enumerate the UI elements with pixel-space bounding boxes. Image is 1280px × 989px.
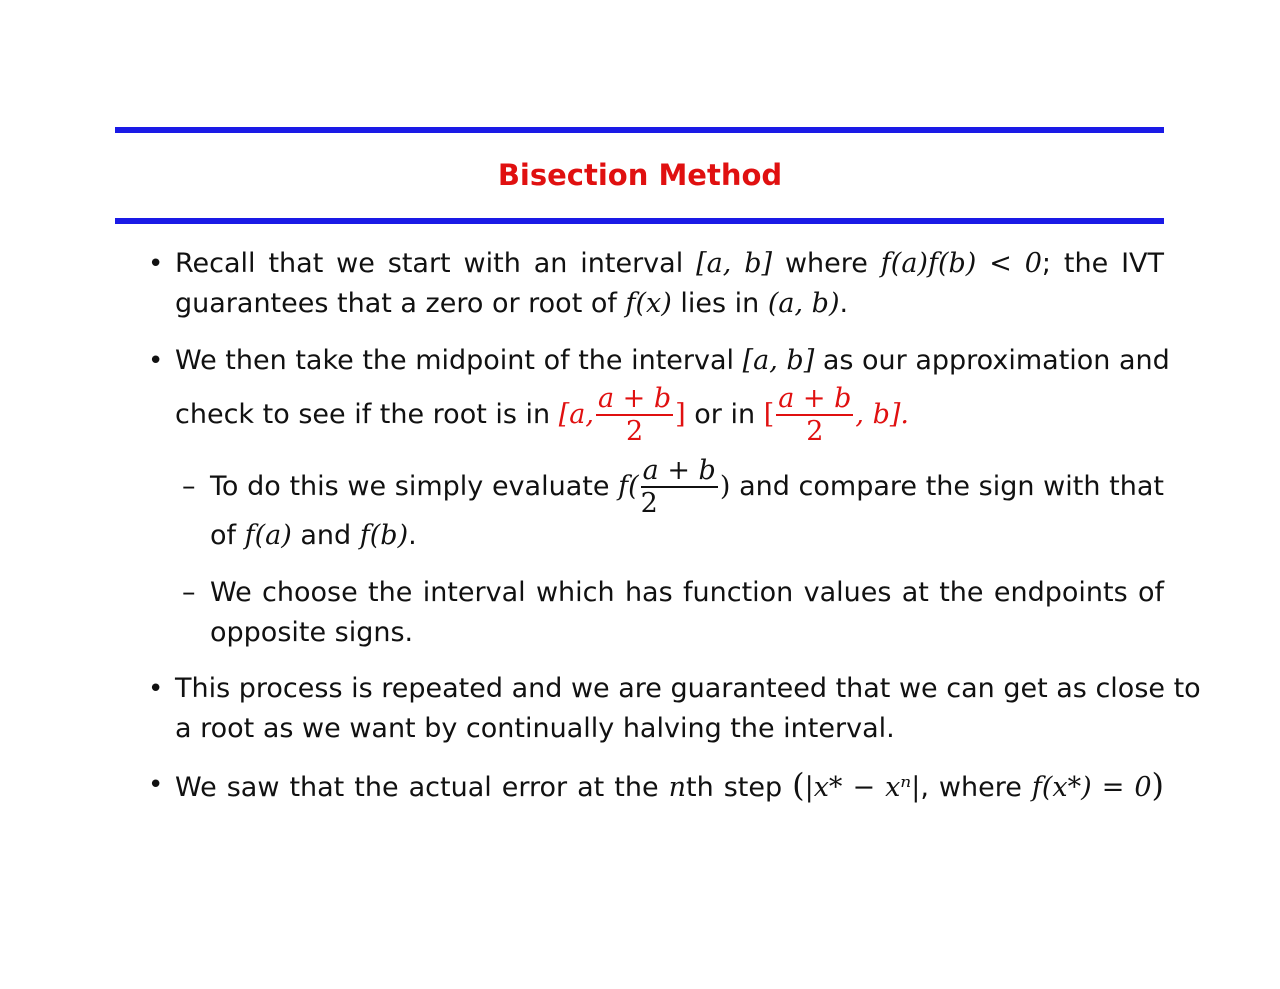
- bullet2-line1: We then take the midpoint of the interval [a, b] as our approximation and: [175, 345, 1170, 376]
- bullet-icon: •: [148, 674, 164, 704]
- bullet4-line1: We saw that the actual error at the nth step (|x* − xⁿ|, where f(x*) = 0): [175, 766, 1164, 804]
- fraction-midpoint: $\frac{a + b}{2}$: [640, 454, 716, 519]
- sub1-line1: To do this we simply evaluate f( $\frac{a + b}{2}$ ) and compare the sign with that: [210, 454, 1164, 519]
- dash-icon: –: [182, 471, 196, 502]
- sub2-line2: opposite signs.: [210, 617, 414, 648]
- top-rule: [115, 127, 1164, 133]
- bullet3-line2: a root as we want by continually halving the interval.: [175, 713, 895, 744]
- math-interval-ab: [a, b]: [742, 345, 815, 376]
- bullet2-line2: check to see if the root is in [a, $\frac{a + b}{2}$ ] or in [ $\frac{a + b}{2}$ , b].: [175, 382, 909, 447]
- bottom-rule: [115, 218, 1164, 224]
- sub1-line2: of f(a) and f(b).: [210, 520, 417, 551]
- math-n: n: [668, 772, 686, 803]
- bullet1-line2: guarantees that a zero or root of f(x) lies in (a, b).: [175, 288, 849, 319]
- math-fb: f(b): [359, 520, 409, 551]
- bullet1-line1: Recall that we start with an interval [a, b] where f(a)f(b) < 0; the IVT: [175, 248, 1165, 279]
- slide-title: Bisection Method: [497, 158, 783, 192]
- math-root-condition: f(x*) = 0: [1031, 772, 1152, 803]
- math-right-interval-close: , b].: [855, 399, 909, 430]
- bullet-icon: •: [148, 770, 164, 800]
- math-fa: f(a): [244, 520, 292, 551]
- fraction-midpoint: $\frac{a + b}{2}$: [778, 382, 852, 447]
- sub2-line1: We choose the interval which has function values at the endpoints of: [210, 577, 1164, 608]
- math-error: |x* − xⁿ|: [804, 772, 921, 803]
- math-left-interval-open: [a,: [558, 399, 594, 430]
- math-fx: f(x): [625, 288, 672, 319]
- bullet3-line1: This process is repeated and we are guaranteed that we can get as close to: [175, 673, 1201, 704]
- math-open-interval: (a, b): [767, 288, 840, 319]
- bullet-icon: •: [148, 249, 164, 279]
- bullet-icon: •: [148, 346, 164, 376]
- math-ivt-condition: f(a)f(b) < 0: [880, 248, 1042, 279]
- math-interval-ab: [a, b]: [696, 248, 773, 279]
- dash-icon: –: [182, 577, 196, 608]
- fraction-midpoint: $\frac{a + b}{2}$: [597, 382, 672, 447]
